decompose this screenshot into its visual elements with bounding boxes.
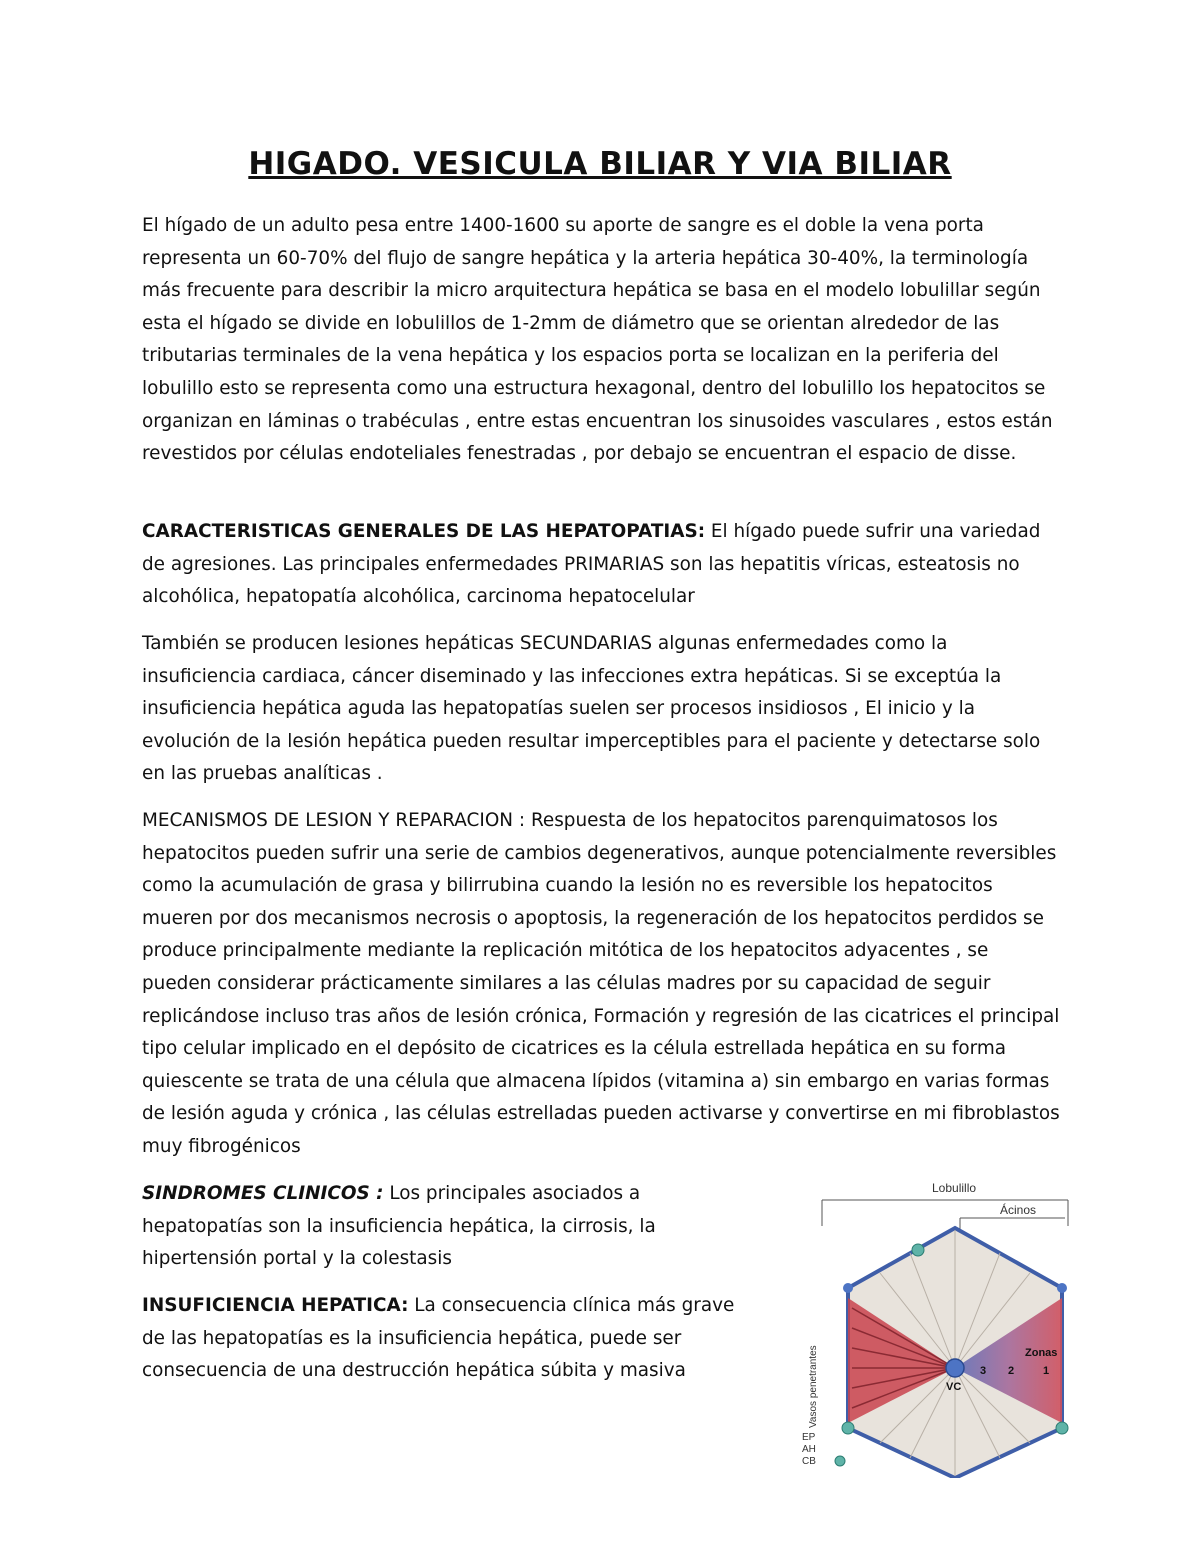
cb-marker (835, 1456, 845, 1466)
lobulillo-label: Lobulillo (932, 1181, 977, 1195)
sindromes-paragraph (142, 1178, 762, 1276)
portal-triad-top (912, 1244, 924, 1256)
cb-label: CB (802, 1456, 816, 1467)
vasos-label: Vasos penetrantes (808, 1345, 819, 1428)
sindromes-text: Los principales asociados a hepatopatías son la insuficiencia hepática, la cirrosis, la hipertensión portal y la colestasis (142, 1183, 656, 1270)
intro-paragraph: El hígado de un adulto pesa entre 1400-1600 su aporte de sangre es el doble la vena porta representa un 60-70% del flujo de sangre hepática y la arteria hepática 30-40%, la terminología más frecuente para describir la micro arquitectura hepática se basa en el modelo lobulillar según esta el hígado se divide en lobulillos de 1-2mm de diámetro que se orientan alrededor de las tributarias terminales de la vena hepática y los espacios porta se localizan en la periferia del lobulillo esto se representa como una estructura hexagonal, dentro del lobulillo los hepatocitos se organizan en láminas o trabéculas , entre estas encuentran los sinusoides vasculares , estos están revestidos por células endoteliales fenestradas , por debajo se encuentran el espacio de disse. (142, 215, 1053, 465)
mecanismos-text: Respuesta de los hepatocitos parenquimatosos los hepatocitos pueden sufrir una serie de cambios degenerativos, aunque potencialmente reversibles como la acumulación de grasa y bilirrubina cuando la lesión no es reversible los hepatocitos mueren por dos mecanismos necrosis o apoptosis, la regeneración de los hepatocitos perdidos se produce principalmente mediante la replicación mitótica de los hepatocitos adyacentes , se pueden considerar prácticamente similares a las células madres por su capacidad de seguir replicándose incluso tras años de lesión crónica, Formación y regresión de las cicatrices el principal tipo celular implicado en el depósito de cicatrices es la célula estrellada hepática en su forma quiescente se trata de una célula que almacena lípidos (vitamina a) sin embargo en varias formas de lesión aguda y crónica , las células estrelladas pueden activarse y convertirse en mi fibroblastos muy fibrogénicos (142, 810, 1060, 1157)
mecanismos-heading: MECANISMOS DE LESION Y REPARACION : (142, 810, 526, 831)
caracteristicas-heading: CARACTERISTICAS GENERALES DE LAS HEPATOPATIAS: (142, 521, 706, 542)
vc-label: VC (946, 1381, 962, 1393)
secundarias-paragraph: También se producen lesiones hepáticas SECUNDARIAS algunas enfermedades como la insuficiencia cardiaca, cáncer diseminado y las infecciones extra hepáticas. Si se exceptúa la insuficiencia hepática aguda las hepatopatías suelen ser procesos insidiosos , El inicio y la evolución de la lesión hepática pueden resultar imperceptibles para el paciente y detectarse solo en las pruebas analíticas . (142, 633, 1041, 785)
page-title: HIGADO. VESICULA BILIAR Y VIA BILIAR (248, 146, 952, 182)
portal-vein-right (1057, 1283, 1067, 1293)
lobule-diagram (800, 1178, 1090, 1478)
insuficiencia-paragraph (142, 1290, 762, 1388)
insuficiencia-text: La consecuencia clínica más grave de las hepatopatías es la insuficiencia hepática, puede ser consecuencia de una destrucción hepática súbita y masiva (142, 1295, 735, 1382)
acinos-label: Ácinos (1000, 1203, 1037, 1217)
mecanismos-paragraph (142, 805, 1062, 1164)
zonas-label: Zonas (1025, 1347, 1058, 1359)
central-vein (946, 1359, 964, 1377)
portal-triad-right (1056, 1422, 1068, 1434)
portal-vein-left (843, 1283, 853, 1293)
ah-label: AH (802, 1444, 816, 1455)
sindromes-heading: SINDROMES CLINICOS : (142, 1183, 384, 1204)
liver-lobule-figure (800, 1178, 1090, 1478)
portal-triad-left (842, 1422, 854, 1434)
ep-label: EP (802, 1432, 816, 1443)
zone-1-label: 1 (1043, 1365, 1050, 1377)
insuficiencia-heading: INSUFICIENCIA HEPATICA: (142, 1295, 409, 1316)
zone-3-label: 3 (980, 1365, 987, 1377)
zone-2-label: 2 (1008, 1365, 1015, 1377)
caracteristicas-paragraph (142, 516, 1062, 614)
caracteristicas-text: El hígado puede sufrir una variedad de agresiones. Las principales enfermedades PRIMARIAS son las hepatitis víricas, esteatosis no alcohólica, hepatopatía alcohólica, carcinoma hepatocelular (142, 521, 1041, 608)
